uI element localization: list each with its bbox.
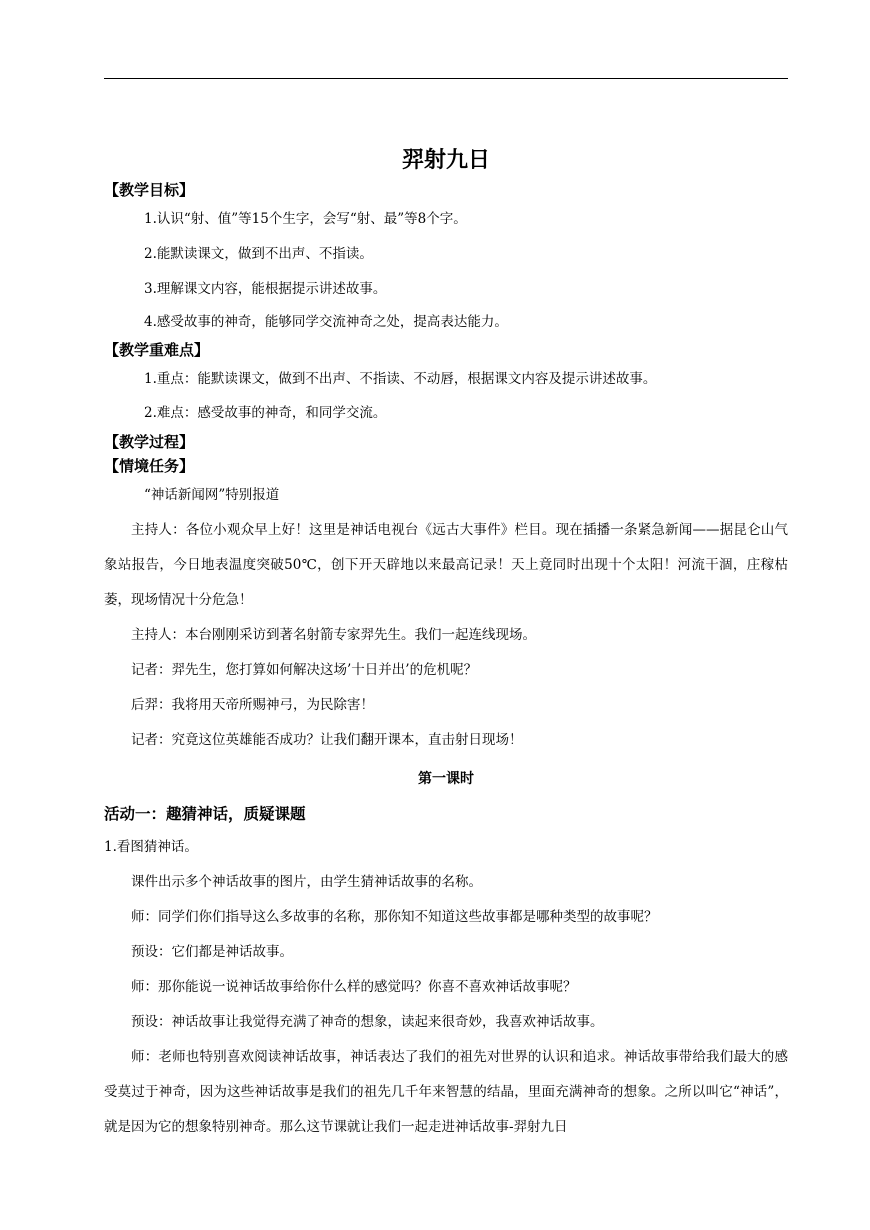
activity-paragraph: 师：那你能说一说神话故事给你什么样的感觉吗？你喜不喜欢神话故事呢？ (131, 979, 577, 995)
activity-paragraph: 课件出示多个神话故事的图片，由学生猜神话故事的名称。 (131, 874, 482, 890)
process-heading: 【教学过程】 (104, 433, 195, 451)
scenario-paragraph: 记者：羿先生，您打算如何解决这场’十日并出’的危机呢？ (131, 662, 478, 678)
keypoint-item: 2.难点：感受故事的神奇，和同学交流。 (144, 405, 387, 421)
scenario-paragraph: 记者：究竟这位英雄能否成功？让我们翻开课本，直击射日现场！ (131, 732, 523, 748)
scenario-paragraph: 后羿：我将用天帝所赐神弓，为民除害！ (131, 697, 374, 713)
objective-item: 2.能默读课文，做到不出声、不指读。 (144, 246, 373, 262)
activity-paragraph: 师：同学们你们指导这么多故事的名称，那你知不知道这些故事都是哪种类型的故事呢？ (131, 909, 658, 925)
activity-paragraph: 预设：它们都是神话故事。 (131, 944, 293, 960)
objective-item: 3.理解课文内容，能根据提示讲述故事。 (144, 281, 387, 297)
activity-heading: 活动一：趣猜神话，质疑课题 (104, 805, 306, 823)
objectives-heading: 【教学目标】 (104, 181, 195, 199)
activity-paragraph: 预设：神话故事让我觉得充满了神奇的想象，读起来很奇妙，我喜欢神话故事。 (131, 1014, 604, 1030)
objective-item: 4.感受故事的神奇，能够同学交流神奇之处，提高表达能力。 (144, 314, 508, 330)
lesson-heading: 第一课时 (418, 771, 474, 787)
activity-paragraph: 师：老师也特别喜欢阅读神话故事，神话表达了我们的祖先对世界的认识和追求。神话故事带给我们最大的感受莫过于神奇，因为这些神话故事是我们的祖先几千年来智慧的结晶，里面充满神奇的想象。之所以叫它“神话”，就是因为它的想象特别神奇。那么这节课就让我们一起走进神话故事-羿射九日 (104, 1049, 788, 1135)
scenario-title: “神话新闻网”特别报道 (144, 487, 280, 503)
scenario-paragraph: 主持人：本台刚刚采访到著名射箭专家羿先生。我们一起连线现场。 (131, 627, 536, 643)
header-rule (104, 78, 788, 79)
activity-step: 1.看图猜神话。 (104, 839, 198, 855)
document-page (104, 144, 788, 1145)
document-title: 羿射九日 (401, 148, 490, 173)
scenario-paragraph: 主持人：各位小观众早上好！这里是神话电视台《远古大事件》栏目。现在插播一条紧急新闻——据昆仑山气象站报告，今日地表温度突破50℃，创下开天辟地以来最高记录！天上竟同时出现十个太阳！河流干涸，庄稼枯萎，现场情况十分危急！ (104, 522, 788, 608)
objective-item: 1.认识“射、值”等15个生字，会写“射、最”等8个字。 (144, 211, 467, 227)
keypoints-heading: 【教学重难点】 (104, 341, 210, 359)
scenario-heading: 【情境任务】 (104, 457, 195, 475)
keypoint-item: 1.重点：能默读课文，做到不出声、不指读、不动唇，根据课文内容及提示讲述故事。 (144, 371, 657, 387)
